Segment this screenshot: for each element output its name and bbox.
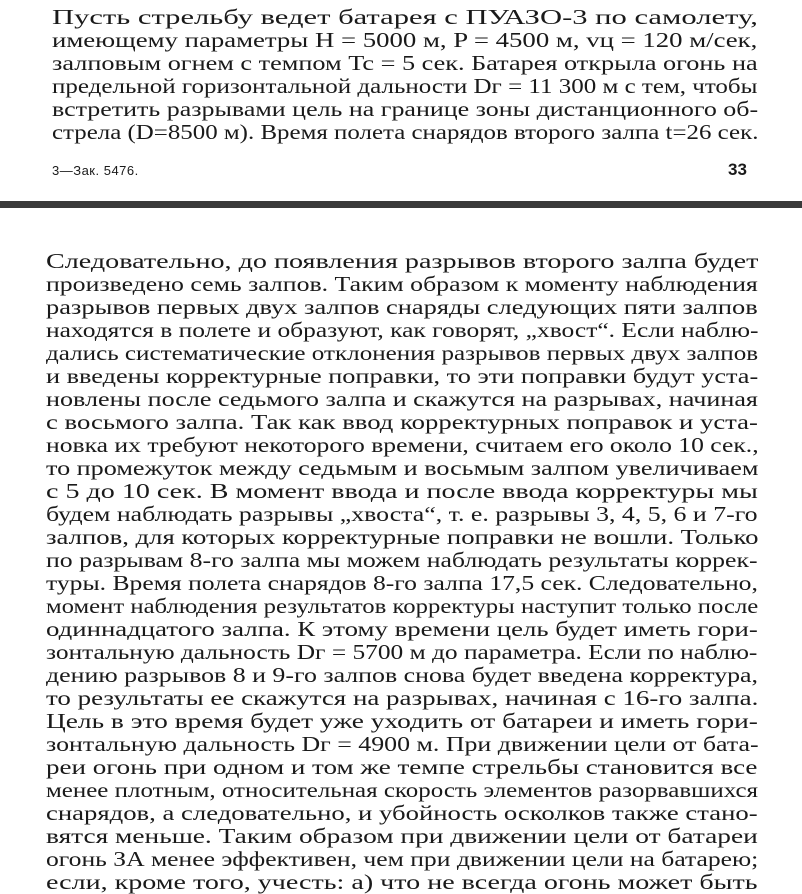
text-line: Следовательно, до появления разрывов второго залпа будет <box>46 249 759 273</box>
text-line: Пусть стрельбу ведет батарея с ПУАЗО-3 по самолету, <box>52 5 758 29</box>
text-line: то результаты ее скажутся на разрывах, начиная с 16-го залпа. <box>46 686 759 710</box>
text-line: стрела (D=8500 м). Время полета снарядов второго залпа t=26 сек. <box>52 120 759 144</box>
page-number: 33 <box>728 160 747 179</box>
text-line: встретить разрывами цель на границе зоны дистанционного об- <box>52 97 759 121</box>
text-line: то промежуток между седьмым и восьмым залпом увеличиваем <box>46 456 759 480</box>
text-line: зонтальную дальность Dг = 4900 м. При движении цели от бата- <box>46 732 759 756</box>
page-divider <box>0 201 802 208</box>
text-line: вятся меньше. Таким образом при движении цели от батареи <box>46 824 758 848</box>
text-line: менее плотным, относительная скорость элементов разорвавшихся <box>46 778 759 802</box>
text-line: момент наблюдения результатов корректуры наступит только после <box>46 594 759 618</box>
text-line: дались систематические отклонения разрывов первых двух залпов <box>46 341 759 365</box>
top-page <box>0 0 802 200</box>
text-line: имеющему параметры H = 5000 м, P = 4500 м, vц = 120 м/сек, <box>52 28 758 52</box>
text-line: будем наблюдать разрывы „хвоста“, т. е. разрывы 3, 4, 5, 6 и 7-го <box>46 502 758 526</box>
printer-note: 3—Зак. 5476. <box>52 163 139 178</box>
text-line: залпов, для которых корректурные поправки не вошли. Только <box>46 525 759 549</box>
text-line: зонтальную дальность Dг = 5700 м до параметра. Если по наблю- <box>46 640 758 664</box>
text-line: новка их требуют некоторого времени, считаем его около 10 сек., <box>46 433 759 457</box>
text-line: дению разрывов 8 и 9-го залпов снова будет введена корректура, <box>46 663 759 687</box>
text-line: разрывов первых двух залпов снаряды следующих пяти залпов <box>46 295 758 319</box>
text-line: с восьмого залпа. Так как ввод корректурных поправок и уста- <box>46 410 758 434</box>
text-line: если, кроме того, учесть: а) что не всегда огонь может быть <box>46 870 758 894</box>
text-line: новлены после седьмого залпа и скажутся на разрывах, начиная <box>46 387 758 411</box>
text-line: по разрывам 8-го залпа мы можем наблюдать результаты коррек- <box>46 548 758 572</box>
text-line: огонь ЗА менее эффективен, чем при движении цели на батарею; <box>46 847 759 871</box>
text-line: туры. Время полета снарядов 8-го залпа 17,5 сек. Следовательно, <box>46 571 758 595</box>
text-line: залповым огнем с темпом Tc = 5 сек. Батарея открыла огонь на <box>52 51 758 75</box>
text-line: одиннадцатого залпа. К этому времени цель будет иметь гори- <box>46 617 758 641</box>
text-line: и введены корректурные поправки, то эти поправки будут уста- <box>46 364 759 388</box>
text-line: реи огонь при одном и том же темпе стрельбы становится все <box>46 755 758 779</box>
text-line: снарядов, а следовательно, и убойность осколков также стано- <box>46 801 758 825</box>
text-line: предельной горизонтальной дальности Dг = 11 300 м с тем, чтобы <box>52 74 758 98</box>
text-line: находятся в полете и образуют, как говорят, „хвост“. Если наблю- <box>46 318 759 342</box>
bottom-page <box>0 208 802 894</box>
text-line: с 5 до 10 сек. В момент ввода и после ввода корректуры мы <box>46 479 758 503</box>
text-line: Цель в это время будет уже уходить от батареи и иметь гори- <box>46 709 758 733</box>
text-line: произведено семь залпов. Таким образом к моменту наблюдения <box>46 272 758 296</box>
